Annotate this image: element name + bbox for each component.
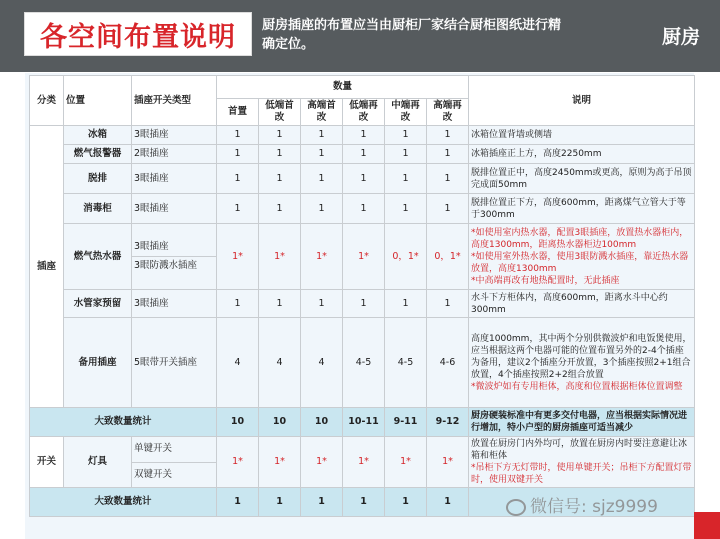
row-value: 1*: [343, 224, 385, 290]
header-col: 低端首改: [259, 99, 301, 126]
watermark-text: 微信号: sjz9999: [530, 497, 658, 517]
row-value: 1: [385, 290, 427, 318]
layout-table: [29, 75, 695, 517]
row-value: 1: [343, 194, 385, 224]
row-note: [469, 224, 695, 290]
row-position: 燃气热水器: [64, 224, 132, 290]
row-value: 1: [385, 164, 427, 194]
row-value: 1: [217, 290, 259, 318]
header-col: 中端再改: [385, 99, 427, 126]
row-value: 1: [301, 290, 343, 318]
summary-value: 10-11: [343, 408, 385, 437]
row-value: 1: [385, 145, 427, 164]
row-value: 1: [385, 194, 427, 224]
row-note: [469, 437, 695, 488]
table-row: [30, 437, 695, 463]
section-label: 厨房: [661, 26, 700, 48]
note-line: 放置在厨房门内外均可，放置在厨房内时要注意避让冰箱和柜体: [471, 439, 688, 461]
row-type: 双键开关: [132, 462, 217, 488]
row-value: 1: [217, 126, 259, 145]
row-note: 冰箱位置背墙或侧墙: [469, 126, 695, 145]
summary-row: [30, 408, 695, 437]
summary-value: 10: [301, 408, 343, 437]
row-value: 1*: [301, 224, 343, 290]
row-note: 脱排位置正下方，高度600mm，距离煤气立管大于等于300mm: [469, 194, 695, 224]
row-value: 1: [301, 164, 343, 194]
summary-label: 大致数量统计: [30, 488, 217, 517]
row-value: 1*: [301, 437, 343, 488]
row-value: 1: [217, 145, 259, 164]
row-value: 1: [343, 145, 385, 164]
row-value: 1*: [259, 437, 301, 488]
row-value: 4: [301, 318, 343, 408]
header-col: 高端首改: [301, 99, 343, 126]
summary-value: 1: [427, 488, 469, 517]
header-col: 首置: [217, 99, 259, 126]
page-title: 各空间布置说明: [24, 12, 252, 56]
table-row: [30, 145, 695, 164]
note-line: 高度1000mm，其中两个分别供微波炉和电饭煲使用，应当根据这两个电器可能的位置布置另外的2-4个插座为备用，建议2个插座分开放置，3个插座按照2+1组合放置，4个插座按照2+2组合放置: [471, 333, 692, 380]
header-category: 分类: [30, 76, 64, 126]
row-value: 1: [343, 126, 385, 145]
row-note: 冰箱插座正上方，高度2250mm: [469, 145, 695, 164]
summary-value: 1: [217, 488, 259, 517]
row-value: 1*: [385, 437, 427, 488]
row-value: 1*: [343, 437, 385, 488]
row-position: 消毒柜: [64, 194, 132, 224]
row-type: 5眼带开关插座: [132, 318, 217, 408]
row-type-alt: 3眼防溅水插座: [134, 260, 198, 271]
header-note: 说明: [469, 76, 695, 126]
note-line: *中高端再改有地热配置时，无此插座: [471, 275, 620, 286]
summary-value: 10: [259, 408, 301, 437]
row-type: 2眼插座: [132, 145, 217, 164]
header-bar: [0, 0, 720, 72]
row-value: 1: [385, 126, 427, 145]
row-value: 1: [343, 164, 385, 194]
watermark: [506, 492, 658, 517]
row-value: 1: [259, 194, 301, 224]
summary-note: 厨房硬装标准中有更多交付电器，应当根据实际情况进行增加，特小户型的厨房插座可适当减少: [469, 408, 695, 437]
category-socket: 插座: [30, 126, 64, 408]
row-type: 单键开关: [132, 437, 217, 463]
row-note: 水斗下方柜体内，高度600mm，距离水斗中心约300mm: [469, 290, 695, 318]
row-value: 1: [427, 194, 469, 224]
header-col: 低端再改: [343, 99, 385, 126]
row-value: 1: [427, 164, 469, 194]
summary-value: 1: [259, 488, 301, 517]
header-type: 插座开关类型: [132, 76, 217, 126]
row-value: 4-5: [343, 318, 385, 408]
row-position: 燃气报警器: [64, 145, 132, 164]
summary-value: 9-12: [427, 408, 469, 437]
table-row: [30, 318, 695, 408]
row-value: 0，1*: [427, 224, 469, 290]
row-value: 1: [301, 145, 343, 164]
note-line: *如使用室外热水器，使用3眼防溅水插座，靠近热水器放置，高度1300mm: [471, 251, 689, 274]
row-value: 1: [217, 194, 259, 224]
row-value: 4: [217, 318, 259, 408]
summary-value: 1: [343, 488, 385, 517]
row-type: 3眼插座: [132, 238, 216, 257]
note-line-red: *吊柜下方无灯带时，使用单键开关；吊柜下方配置灯带时，使用双键开关: [471, 463, 692, 485]
row-value: 1*: [217, 224, 259, 290]
row-value: 1: [217, 164, 259, 194]
row-value: 4-6: [427, 318, 469, 408]
table-row: [30, 126, 695, 145]
summary-value: 9-11: [385, 408, 427, 437]
row-position: 冰箱: [64, 126, 132, 145]
row-value: 1: [427, 290, 469, 318]
header-col: 高端再改: [427, 99, 469, 126]
row-type: 3眼插座: [132, 164, 217, 194]
header-subtitle: 厨房插座的布置应当由厨柜厂家结合厨柜图纸进行精确定位。: [262, 18, 562, 52]
row-type: 3眼插座: [132, 194, 217, 224]
note-line: *如使用室内热水器，配置3眼插座，放置热水器柜内，高度1300mm，距离热水器柜边100mm: [471, 227, 689, 250]
summary-label: 大致数量统计: [30, 408, 217, 437]
table-row: [30, 194, 695, 224]
row-position: 水管家预留: [64, 290, 132, 318]
row-value: 1: [343, 290, 385, 318]
row-note: [469, 318, 695, 408]
row-value: 4: [259, 318, 301, 408]
note-line-red: *微波炉如有专用柜体，高度和位置根据柜体位置调整: [471, 381, 683, 392]
row-type: 3眼插座: [132, 290, 217, 318]
row-position: 脱排: [64, 164, 132, 194]
summary-value: 10: [217, 408, 259, 437]
table-row: [30, 164, 695, 194]
row-value: 1: [259, 126, 301, 145]
row-value: 1: [427, 145, 469, 164]
row-value: 1: [301, 126, 343, 145]
row-type: 3眼插座: [132, 126, 217, 145]
row-value: 1: [427, 126, 469, 145]
category-switch: 开关: [30, 437, 64, 488]
row-value: 1*: [259, 224, 301, 290]
header-quantity: 数量: [217, 76, 469, 99]
row-value: 1: [259, 290, 301, 318]
row-note: 脱排位置正中，高度2450mm或更高，原则为高于吊顶完成面50mm: [469, 164, 695, 194]
row-value: 1: [301, 194, 343, 224]
header-position: 位置: [64, 76, 132, 126]
table-row: [30, 290, 695, 318]
wechat-icon: [506, 499, 526, 516]
row-value: 1: [259, 164, 301, 194]
row-position: 备用插座: [64, 318, 132, 408]
row-value: 1: [259, 145, 301, 164]
summary-value: 1: [385, 488, 427, 517]
table-row: [30, 224, 695, 290]
row-position: 灯具: [64, 437, 132, 488]
row-value: 4-5: [385, 318, 427, 408]
row-value: 0，1*: [385, 224, 427, 290]
summary-value: 1: [301, 488, 343, 517]
row-value: 1*: [217, 437, 259, 488]
row-value: 1*: [427, 437, 469, 488]
corner-accent: [694, 512, 720, 539]
